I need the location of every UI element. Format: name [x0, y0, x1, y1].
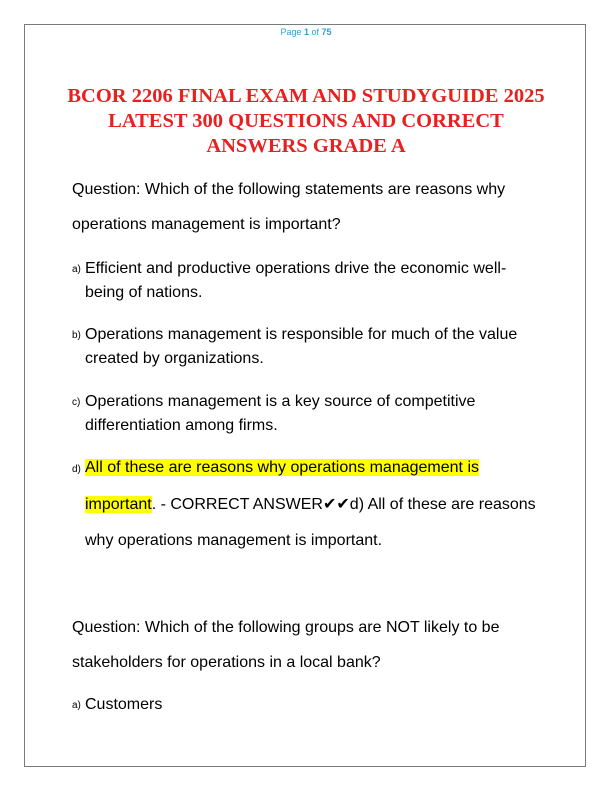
page-number [0, 27, 612, 37]
option-text: Operations management is a key source of competitive differentiation among firms. [85, 393, 476, 434]
question-1-option-a [72, 257, 542, 305]
page-label: Page [280, 27, 302, 37]
option-letter: b) [72, 330, 81, 341]
option-letter: c) [72, 397, 81, 408]
option-text: Operations management is responsible for much of the value created by organizations. [85, 326, 518, 367]
document-title [40, 84, 572, 159]
page-current: 1 [303, 27, 309, 37]
question-1-option-c [72, 390, 542, 438]
correct-answer-highlight: All of these are reasons why operations management is [85, 459, 479, 476]
question-1-line-1: Question: Which of the following statements are reasons why [72, 181, 506, 198]
question-2-option-a [72, 693, 542, 717]
title-line-3: ANSWERS GRADE A [206, 135, 406, 157]
correct-answer-highlight: important [85, 496, 152, 513]
question-1-option-d-line-3: why operations management is important. [85, 532, 383, 549]
option-text: Efficient and productive operations drive the economic well-being of nations. [85, 260, 507, 301]
correct-answer-label: . - CORRECT ANSWER✔✔d) All of these are reasons [151, 496, 536, 513]
page-of: of [311, 27, 320, 37]
title-line-1: BCOR 2206 FINAL EXAM AND STUDYGUIDE 2025 [67, 85, 545, 107]
question-1-line-2: operations management is important? [72, 216, 341, 233]
title-line-2: LATEST 300 QUESTIONS AND CORRECT [108, 110, 504, 132]
option-letter: a) [72, 700, 81, 711]
option-letter: a) [72, 264, 81, 275]
question-2-line-1: Question: Which of the following groups are NOT likely to be [72, 619, 500, 636]
question-1-option-b [72, 323, 542, 371]
question-1-option-d-line-2 [85, 494, 536, 516]
option-text: Customers [85, 696, 163, 713]
page-total: 75 [321, 27, 332, 37]
question-1-option-d-line-1 [85, 457, 479, 479]
question-2-line-2: stakeholders for operations in a local bank? [72, 654, 381, 671]
question-1-option-d-letter: d) [72, 464, 81, 475]
